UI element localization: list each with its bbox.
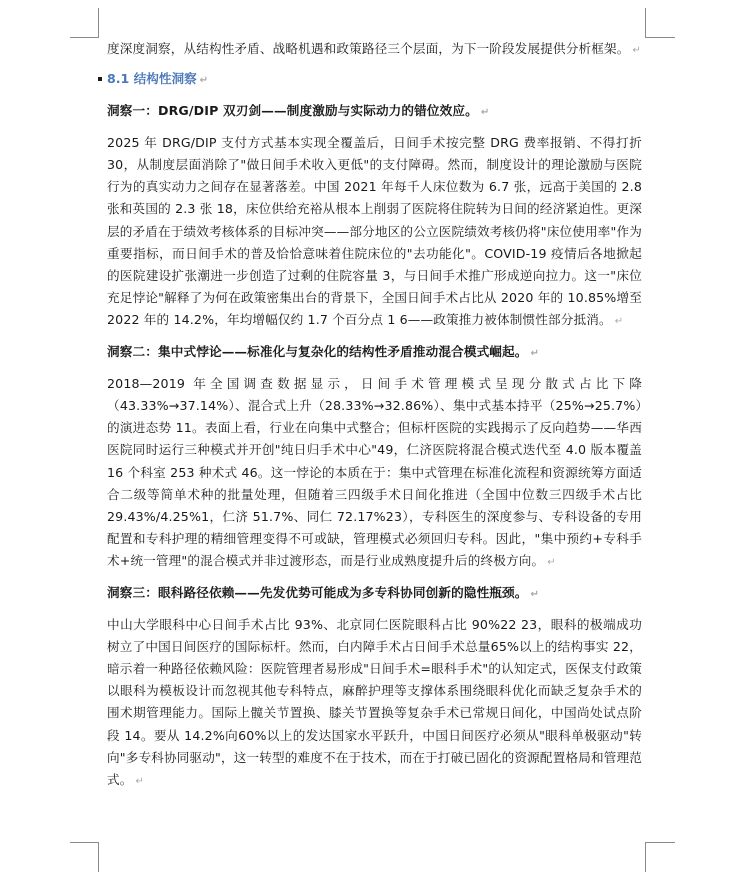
paragraph-mark: ↵ [199, 75, 209, 87]
crop-mark-bottom-left-vertical [98, 842, 99, 872]
crop-mark-top-left-vertical [98, 8, 99, 38]
insight-2-body [107, 373, 642, 574]
insight-1-body [107, 132, 642, 333]
insight-1-title-text: 洞察一：DRG/DIP 双刃剑——制度激励与实际动力的错位效应。 [107, 103, 478, 119]
crop-mark-top-left-horizontal [70, 37, 99, 38]
insight-3-title [107, 582, 642, 606]
insight-3-title-text: 洞察三：眼科路径依赖——先发优势可能成为多专科协同创新的隐性瓶颈。 [107, 584, 528, 600]
crop-mark-bottom-left-horizontal [70, 842, 99, 843]
intro-paragraph [107, 38, 642, 62]
paragraph-mark: ↵ [547, 556, 556, 568]
paragraph-mark: ↵ [480, 107, 490, 119]
paragraph-mark: ↵ [135, 775, 145, 787]
insight-1-body-text: 2025 年 DRG/DIP 支付方式基本实现全覆盖后，日间手术按完整 DRG 费率报销、不得打折 30，从制度层面消除了"做日间手术收入更低"的支付障碍。然而，制度设计的理论激励与医院行为的真实动力之间存在显著落差。中国 2021 年每千人床位数为 6.7 张，远高于美国的 2.8 张和英国的 2.3 张 18，床位供给充裕从根本上削弱了医院将住院转为日间的经济紧迫性。更深层的矛盾在于绩效考核体系的目标冲突——部分地区的公立医院绩效考核仍将"床位使用率"作为重要指标，而日间手术的普及恰恰意味着住院床位的"去功能化"。COVID-19 疫情后各地掀起的医院建设扩张潮进一步创造了过剩的住院容量 3，与日间手术推广形成逆向拉力。这一"床位充足悖论"解释了为何在政策密集出台的背景下，全国日间手术占比从 2020 年的 10.85%增至 2022 年的 14.2%，年均增幅仅约 1.7 个百分点 1 6——政策推力被体制惯性部分抵消。 [107, 135, 642, 327]
insight-2-title-text: 洞察二：集中式悖论——标准化与复杂化的结构性矛盾推动混合模式崛起。 [107, 344, 528, 360]
paragraph-mark: ↵ [530, 348, 540, 360]
insight-2-body-text: 2018—2019 年全国调查数据显示，日间手术管理模式呈现分散式占比下降（43.33%→37.14%）、混合式上升（28.33%→32.86%）、集中式基本持平（25%→25.7%）的演进态势 11。表面上看，行业在向集中式整合；但标杆医院的实践揭示了反向趋势——华西医院同时运行三种模式并开创"纯日归手术中心"49，仁济医院将混合模式迭代至 4.0 版本覆盖 16 个科室 253 种术式 46。这一悖论的本质在于：集中式管理在标准化流程和资源统筹方面适合二级等简单术种的批量处理，但随着三四级手术日间化推进（全国中位数三四级手术占比 29.43%/4.25%1，仁济 51.7%、同仁 72.17%23），专科医生的深度参与、专科设备的专用配置和专科护理的精细管理变得不可或缺，管理模式必须回归专科。因此，"集中预约+专科手术+统一管理"的混合模式并非过渡形态，而是行业成熟度提升后的终极方向。 [107, 376, 642, 568]
section-heading-text: 8.1 结构性洞察 [107, 71, 197, 87]
document-body [107, 38, 642, 801]
insight-2-title [107, 341, 642, 365]
insight-1-title [107, 100, 642, 124]
paragraph-mark: ↵ [530, 588, 540, 600]
insight-3-body-text: 中山大学眼科中心日间手术占比 93%、北京同仁医院眼科占比 90%22 23，眼科的极端成功树立了中国日间医疗的国际标杆。然而，白内障手术占日间手术总量65%以上的结构事实 22，暗示着一种路径依赖风险：医院管理者易形成"日间手术=眼科手术"的认知定式，医保支付政策以眼科为模板设计而忽视其他专科特点，麻醉护理等支撑体系围绕眼科优化而缺乏复杂手术的围术期管理能力。国际上髋关节置换、膝关节置换等复杂手术已常规日间化，中国尚处试点阶段 14。要从 14.2%向60%以上的发达国家水平跃升，中国日间医疗必须从"眼科单极驱动"转向"多专科协同驱动"，这一转型的难度不在于技术，而在于打破已固化的资源配置格局和管理范式。 [107, 617, 642, 787]
paragraph-mark: ↵ [632, 45, 642, 56]
crop-mark-top-right-vertical [645, 8, 646, 38]
heading-bullet [98, 77, 102, 81]
crop-mark-top-right-horizontal [645, 37, 675, 38]
crop-mark-bottom-right-vertical [645, 842, 646, 872]
intro-text: 度深度洞察，从结构性矛盾、战略机遇和政策路径三个层面，为下一阶段发展提供分析框架。 [107, 41, 630, 56]
crop-mark-bottom-right-horizontal [645, 842, 675, 843]
insight-3-body [107, 614, 642, 793]
section-heading [107, 68, 642, 92]
paragraph-mark: ↵ [614, 315, 624, 327]
